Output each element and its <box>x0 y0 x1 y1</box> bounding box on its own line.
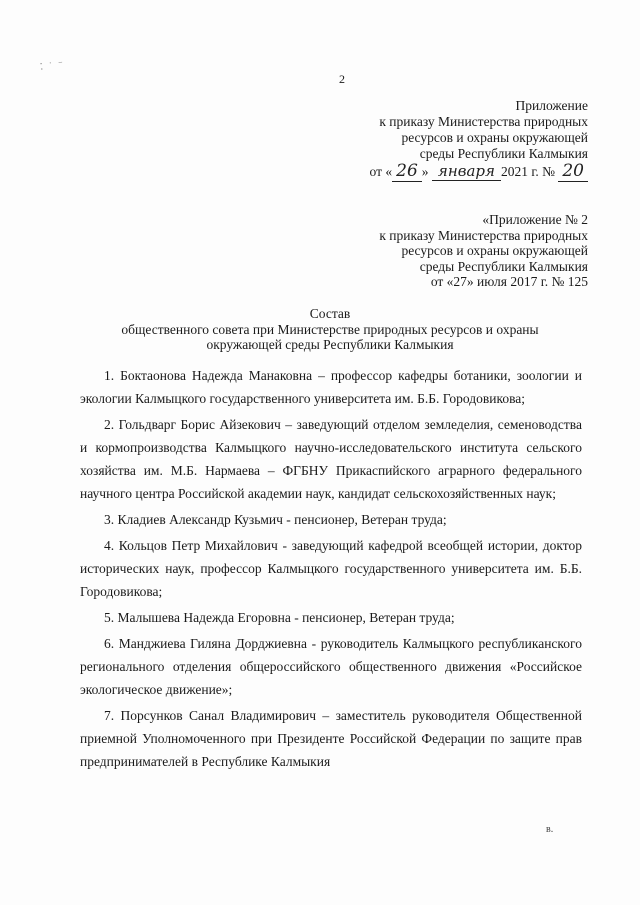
members-list <box>80 364 582 776</box>
handwritten-day: 26 <box>392 161 422 182</box>
handwritten-number: 20 <box>558 161 588 182</box>
continuation-mark: в. <box>546 824 554 835</box>
member-item: 7. Порсунков Санал Владимирович – заместитель руководителя Общественной приемной Уполномоченного при Президенте Российской Федерации по защите прав предпринимателей в Республике Калмыкия <box>80 708 582 769</box>
member-item: 6. Манджиева Гиляна Дорджиевна - руководитель Калмыцкого республиканского регионального отделения общероссийского общественного движения «Российское экологическое движение»; <box>80 636 582 697</box>
scan-artifact: ⁚ ˙ ⁻ <box>39 58 66 72</box>
member-item: 5. Малышева Надежда Егоровна - пенсионер, Ветеран труда; <box>104 610 455 625</box>
appendix-line: Приложение <box>515 98 588 113</box>
appendix-2-line: от «27» июля 2017 г. № 125 <box>430 274 588 289</box>
appendix-2-line: ресурсов и охраны окружающей <box>401 243 588 258</box>
date-day-suffix: » <box>421 164 429 179</box>
handwritten-month: января <box>432 162 501 181</box>
page-number: 2 <box>339 72 345 86</box>
member-item: 3. Кладиев Александр Кузьмич - пенсионер, Ветеран труда; <box>104 512 447 527</box>
appendix-date-line <box>288 162 588 181</box>
appendix-line: к приказу Министерства природных <box>379 114 588 129</box>
document-title <box>80 306 580 353</box>
member-item: 1. Боктаонова Надежда Манаковна – профессор кафедры ботаники, зоологии и экологии Калмыцкого государственного университета им. Б.Б. Городовикова; <box>80 368 582 406</box>
number-sign: № <box>542 164 555 179</box>
appendix-2-line: среды Республики Калмыкия <box>419 258 588 274</box>
title-line: общественного совета при Министерстве природных ресурсов и охраны <box>121 321 539 337</box>
date-year: 2021 г. <box>500 164 539 179</box>
title-line: окружающей среды Республики Калмыкия <box>206 337 454 352</box>
appendix-line: среды Республики Калмыкия <box>419 146 588 161</box>
title-line: Состав <box>309 306 351 321</box>
member-item: 4. Кольцов Петр Михайлович - заведующий кафедрой всеобщей истории, доктор исторических наук, профессор Калмыцкого государственного университета им. Б.Б. Городовикова; <box>80 538 582 599</box>
member-item: 2. Гольдварг Борис Айзекович – заведующий отделом земледелия, семеноводства и кормопроизводства Калмыцкого научно-исследовательского института сельского хозяйства им. М.Б. Нармаева – ФГБНУ Прикаспийского аграрного федерального научного центра Российской академии наук, кандидат сельскохозяйственных наук; <box>80 417 582 501</box>
appendix-line: ресурсов и охраны окружающей <box>401 130 588 145</box>
appendix-header <box>328 98 588 162</box>
appendix-2-line: к приказу Министерства природных <box>379 227 588 243</box>
date-prefix: от « <box>369 164 393 179</box>
appendix-2-line: «Приложение № 2 <box>482 212 588 227</box>
appendix-2-header <box>328 212 588 290</box>
